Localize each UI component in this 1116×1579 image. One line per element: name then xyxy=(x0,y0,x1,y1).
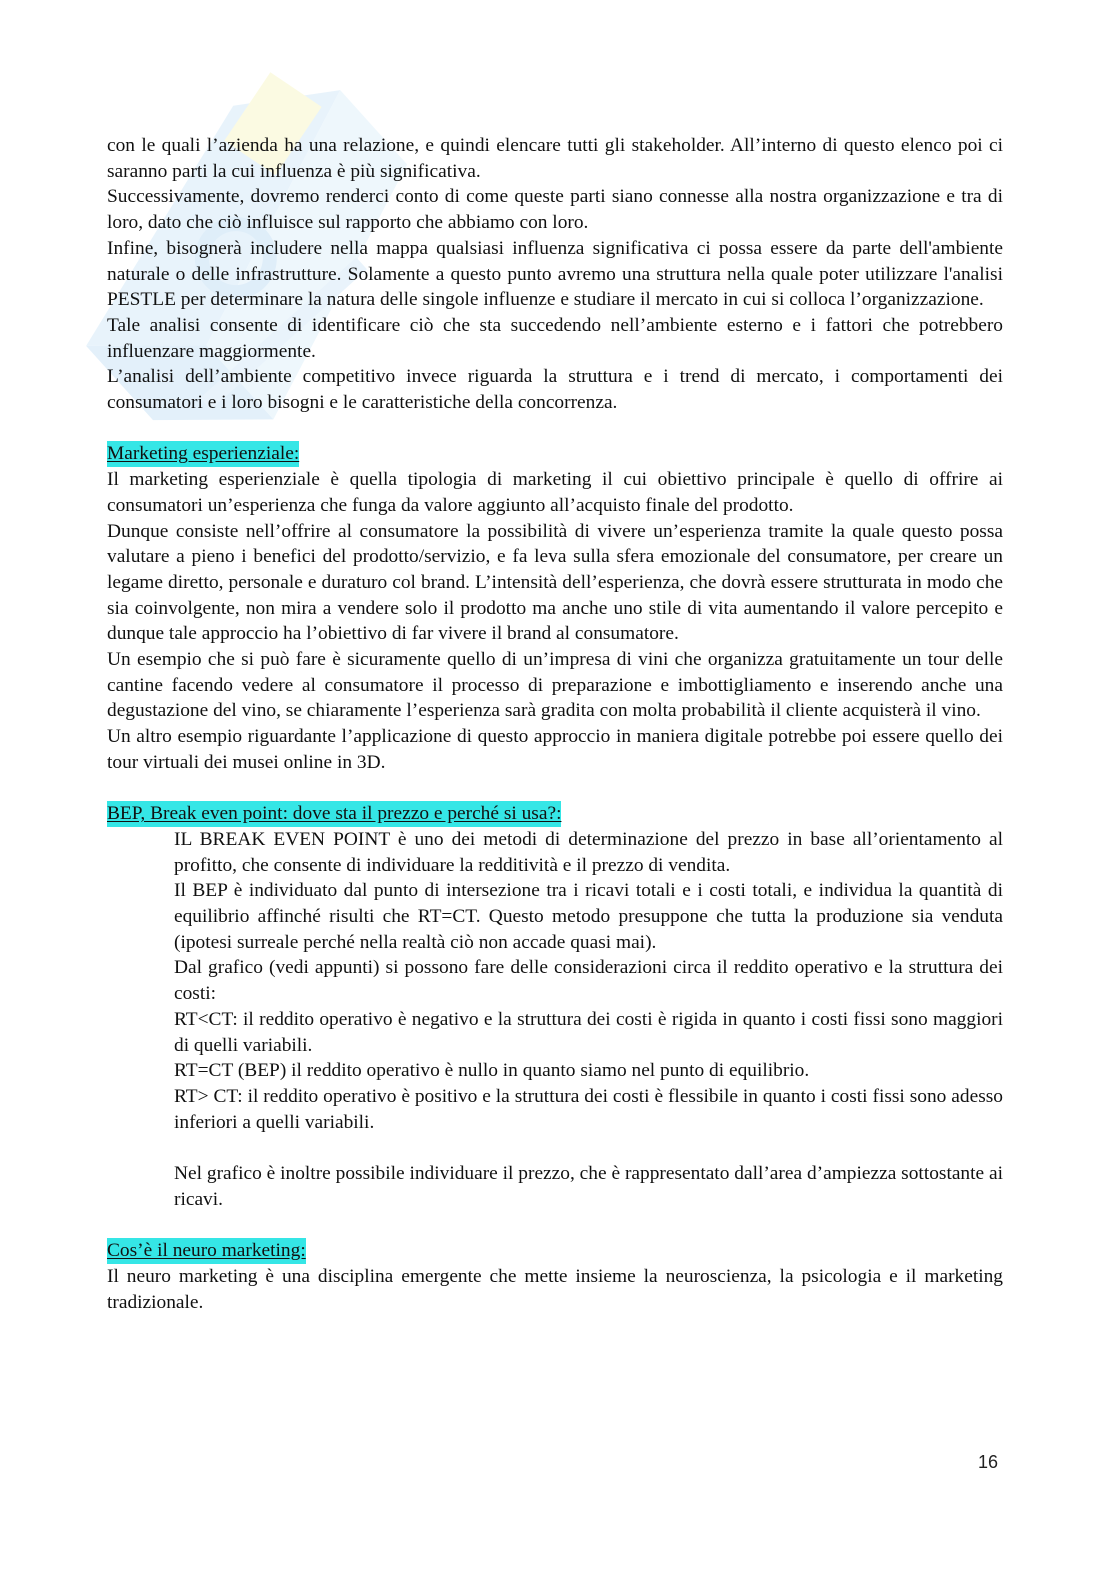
neuro-marketing-section xyxy=(107,1238,1003,1315)
experiential-paragraph: Un esempio che si può fare è sicuramente quello di un’impresa di vini che organizza gratuitamente un tour delle cantine facendo vedere al consumatore il processo di preparazione e imbottigliamento e inserendo anche una degustazione del vino, se chiaramente l’esperienza sarà gradita con molta probabilità il cliente acquisterà il vino. xyxy=(107,649,1003,722)
intro-paragraph: L’analisi dell’ambiente competitivo invece riguarda la struttura e i trend di mercato, i comportamenti dei consumatori e i loro bisogni e le caratteristiche della concorrenza. xyxy=(107,366,1003,414)
bep-indented-block xyxy=(107,827,1003,1213)
bep-paragraph: Dal grafico (vedi appunti) si possono fare delle considerazioni circa il reddito operativo e la struttura dei costi: xyxy=(174,957,1003,1005)
experiential-paragraph: Un altro esempio riguardante l’applicazione di questo approccio in maniera digitale potrebbe poi essere quello dei tour virtuali dei musei online in 3D. xyxy=(107,726,1003,773)
bep-paragraph: RT> CT: il reddito operativo è positivo e la struttura dei costi è flessibile in quanto i costi fissi sono adesso inferiori a quelli variabili. xyxy=(174,1085,1003,1133)
bep-section xyxy=(107,801,1003,1212)
experiential-marketing-heading: Marketing esperienziale: xyxy=(107,441,299,467)
experiential-paragraph: Dunque consiste nell’offrire al consumatore la possibilità di vivere un’esperienza tramite la quale questo possa valutare a pieno i benefici del prodotto/servizio, e fa leva sulla sfera emozionale del consumatore, per creare un legame diretto, personale e duraturo col brand. L’intensità dell’esperienza, che dovrà essere strutturata in modo che sia coinvolgente, non mira a vendere solo il prodotto ma anche uno stile di vita aumentando il valore percepito e dunque tale approccio ha l’obiettivo di far vivere il brand al consumatore. xyxy=(107,520,1003,645)
intro-section xyxy=(107,133,1003,416)
bep-paragraph: Il BEP è individuato dal punto di intersezione tra i ricavi totali e i costi totali, e individua la quantità di equilibrio affinché risulti che RT=CT. Questo metodo presuppone che tutta la produzione sia venduta (ipotesi surreale perché nella realtà ciò non accade quasi mai). xyxy=(174,880,1003,953)
section-spacer xyxy=(107,776,1003,802)
intro-paragraph: Successivamente, dovremo renderci conto di come queste parti siano connesse alla nostra organizzazione e tra di loro, dato che ciò influisce sul rapporto che abbiamo con loro. xyxy=(107,186,1003,234)
section-spacer xyxy=(107,416,1003,442)
bep-heading: BEP, Break even point: dove sta il prezzo e perché si usa?: xyxy=(107,801,561,827)
experiential-marketing-section xyxy=(107,441,1003,775)
bep-final-paragraph: Nel grafico è inoltre possibile individuare il prezzo, che è rappresentato dall’area d’ampiezza sottostante ai ricavi. xyxy=(174,1163,1003,1210)
intro-paragraph: Tale analisi consente di identificare ciò che sta succedendo nell’ambiente esterno e i fattori che potrebbero influenzare maggiormente. xyxy=(107,314,1003,362)
document-body xyxy=(107,133,1003,1315)
bep-paragraph: RT<CT: il reddito operativo è negativo e la struttura dei costi è rigida in quanto i costi fissi sono maggiori di quelli variabili. xyxy=(174,1008,1003,1056)
section-spacer xyxy=(107,1212,1003,1238)
paragraph-spacer xyxy=(174,1135,1003,1161)
intro-paragraph: con le quali l’azienda ha una relazione, e quindi elencare tutti gli stakeholder. All’interno di questo elenco poi ci saranno parti la cui influenza è più significativa. xyxy=(107,135,1003,182)
neuro-marketing-heading: Cos’è il neuro marketing: xyxy=(107,1238,306,1264)
intro-paragraph: Infine, bisognerà includere nella mappa qualsiasi influenza significativa ci possa essere da parte dell'ambiente naturale o delle infrastrutture. Solamente a questo punto avremo una struttura nella quale poter utilizzare l'analisi PESTLE per determinare la natura delle singole influenze e studiare il mercato in cui si colloca l’organizzazione. xyxy=(107,237,1003,311)
page-number: 16 xyxy=(978,1452,999,1472)
bep-paragraph: IL BREAK EVEN POINT è uno dei metodi di determinazione del prezzo in base all’orientamento al profitto, che consente di individuare la redditività e il prezzo di vendita. xyxy=(174,828,1003,876)
experiential-paragraph: Il marketing esperienziale è quella tipologia di marketing il cui obiettivo principale è quello di offrire ai consumatori un’esperienza che funga da valore aggiunto all’acquisto finale del prodotto. xyxy=(107,469,1003,516)
neuro-paragraph: Il neuro marketing è una disciplina emergente che mette insieme la neuroscienza, la psicologia e il marketing tradizionale. xyxy=(107,1265,1003,1313)
bep-paragraph: RT=CT (BEP) il reddito operativo è nullo in quanto siamo nel punto di equilibrio. xyxy=(174,1060,810,1082)
